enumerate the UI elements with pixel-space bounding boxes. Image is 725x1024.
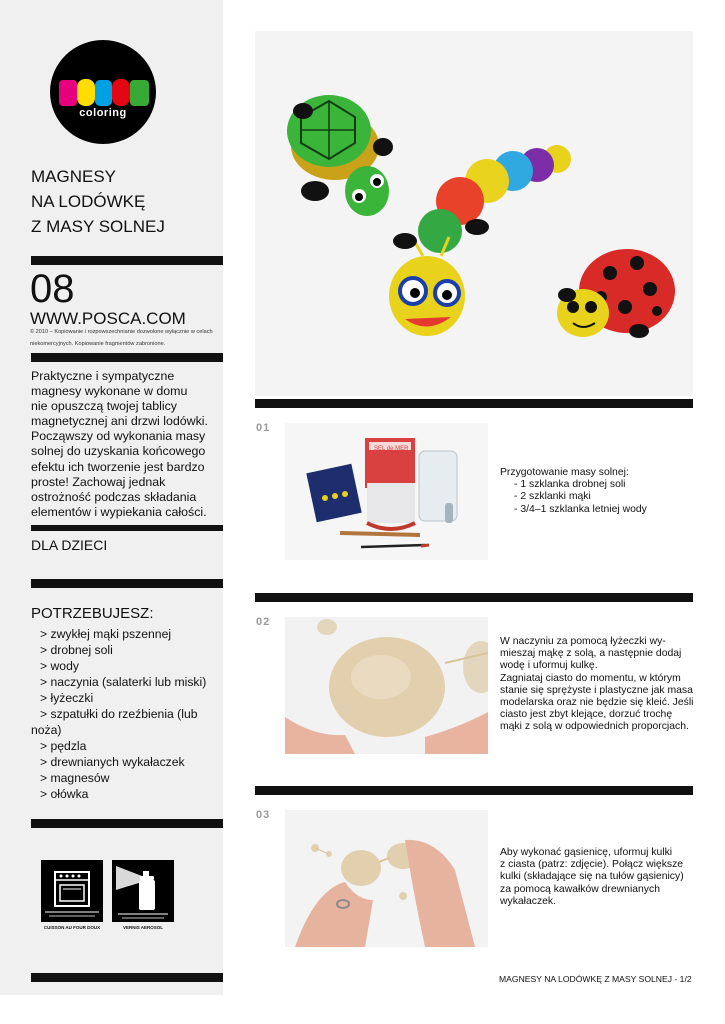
logo-subtitle: coloring [79,107,127,119]
divider [255,593,693,602]
list-item: > szpatułki do rzeźbienia (lub [40,707,198,721]
divider [31,256,223,265]
divider [255,399,693,408]
list-item: noża) [31,723,62,737]
list-item: > łyżeczki [40,691,94,705]
step-text: Aby wykonać gąsienicę, uformuj kulki z ciasta (patrz: zdjęcie). Połącz większe kulki (składające się na tułów gąsienicy) za pomocą kawałków drewnianych wykałaczek. [500,847,684,907]
posca-wordmark [58,76,150,110]
step-number: 01 [256,422,271,434]
hero-photo [255,31,693,396]
divider [31,353,223,362]
list-item: > drobnej soli [40,643,113,657]
posca-logo [50,40,156,144]
divider [31,973,223,982]
page-footer: MAGNESY NA LODÓWKĘ Z MASY SOLNEJ - 1/2 [499,974,692,984]
oven-caption: CUISSON AU FOUR DOUX [43,925,101,930]
list-item: > drewnianych wykałaczek [40,755,185,769]
salt-package-label: SEL de MER [374,446,409,452]
divider [31,579,223,588]
spray-caption: VERNIS AEROSOL [122,925,164,930]
list-item: > magnesów [40,771,110,785]
list-item: > pędzla [40,739,87,753]
step-photo [285,810,488,947]
audience-label: DLA DZIECI [31,537,108,553]
list-item: > zwykłej mąki pszennej [40,627,172,641]
materials-list [31,626,220,802]
divider [255,786,693,795]
list-item: > naczynia (salaterki lub miski) [40,675,207,689]
project-number: 08 [30,267,75,311]
list-item: > wody [40,659,79,673]
step-text: W naczyniu za pomocą łyżeczki wy- mieszaj mąkę z solą, a następnie dodaj wodę i uformuj kulkę. Zagniataj ciasto do momentu, w którym stanie się sprężyste i plastyczne jak masa modelarska oraz nie będzie się kleić. Jeśli ciasto jest zbyt klejące, dorzuć trochę mąki z solą w odpowiednich proporcjach. [500,636,694,733]
step-number: 03 [256,809,271,821]
step-text: Przygotowanie masy solnej: - 1 szklanka drobnej soli - 2 szklanki mąki - 3/4–1 szklanka letniej wody [500,467,647,515]
divider [31,525,223,531]
step-photo [285,617,488,754]
list-item: > ołówka [40,787,89,801]
materials-title: POTRZEBUJESZ: [31,605,154,622]
copyright-note: © 2010 – Kopiowanie i rozpowszechnianie dozwolone wyłącznie w celach niekomercyjnych. Kopiowanie fragmentów zabronione. [30,329,213,347]
oven-icon [41,860,103,922]
divider [31,819,223,828]
spray-can-icon [112,860,174,922]
page-title: MAGNESY NA LODÓWKĘ Z MASY SOLNEJ [31,167,165,236]
step-photo [285,423,488,560]
step-number: 02 [256,616,271,628]
intro-text: Praktyczne i sympatyczne magnesy wykonane w domu nie opuszczą twojej tablicy magnetycznej ani drzwi lodówki. Począwszy od wykonania masy solnej do uzyskania końcowego efektu ich tworzenie jest bardzo proste! Zachowaj jednak ostrożność podczas składania elementów i wypiekania całości. [31,369,208,519]
website-link[interactable]: WWW.POSCA.COM [30,309,186,328]
